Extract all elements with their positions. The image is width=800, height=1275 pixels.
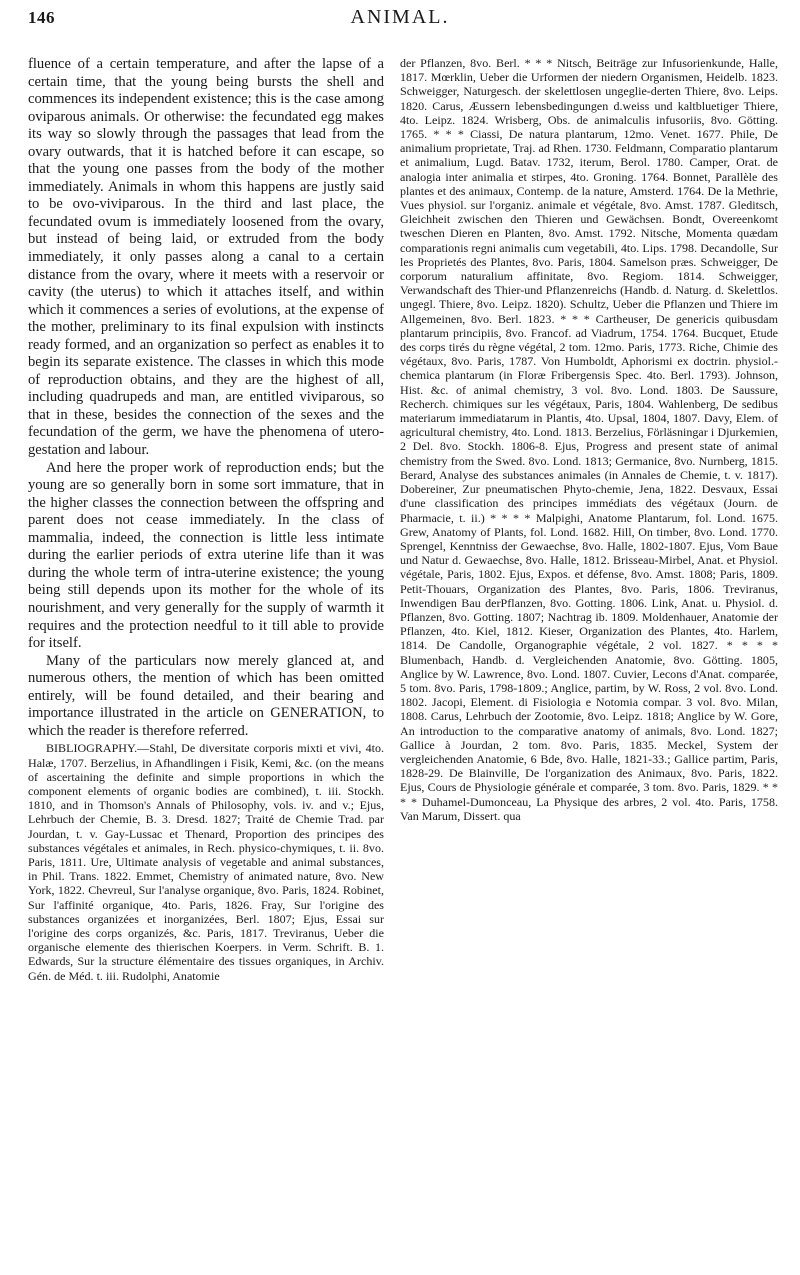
bibliography-continued: der Pflanzen, 8vo. Berl. * * * Nitsch, Beiträge zur Infusorienkunde, Halle, 1817. Mœrklin, Ueber die Urformen der niedern Organismen, Heidelb. 1823. Schweigger, Naturgesch. der skelettlosen ungeglie-derten Thiere, 8vo. Leips. 1820. Carus, Æussern lebensbedingungen d.weiss und kaltbluetiger Thiere, 4to. Leipz. 1824. Wrisberg, Obs. de animalculis infusoriis, 8vo. Götting. 1765. * * * Ciassi, De natura plantarum, 12mo. Venet. 1677. Phile, De animalium proprietate, Traj. ad Rhen. 1730. Feldmann, Comparatio plantarum et animalium, Lugd. Batav. 1732, iterum, Berol. 1780. Camper, Orat. de analogia inter animalia et stirpes, 4to. Groning. 1764. Bonnet, Parallèle des plantes et des animaux, Contemp. de la nature, Amsterd. 1764. De la Methrie, Vues physiol. sur l'organiz. animale et végétale, 8vo. Amst. 1787. Gleditsch, Gleichheit zwischen den Thieren und Gewächsen. Bondt, Overeenkomt tweschen Dieren en Planten, 8vo. Amst. 1792. Nitsche, Momenta quædam comparationis regni animalis cum vegetabili, 4to. Lips. 1798. Decandolle, Sur les Proprietés des Plantes, 8vo. Paris, 1804. Samelson præs. Schweigger, De corporum naturalium affinitate, 8vo. Regiom. 1814. Schweigger, Verwandschaft des Thier-und Pflanzenreichs (Handb. d. Naturg. d. Skelettlos. ungegl. Thiere, 8vo. Leipz. 1820). Schultz, Ueber die Pflanzen und Thiere im Allgemeinen, 8vo. Berl. 1823. * * * Cartheuser, De genericis quibusdam plantarum principiis, 8vo. Francof. ad Viadrum, 1754. 1764. Bucquet, Etude des corps tirés du règne végétal, 2 tom. 12mo. Paris, 1773. Riche, Chimie des végétaux, 8vo. Paris, 1787. Von Humboldt, Aphorismi ex doctrin. physiol.-chemica plantarum (in Floræ Fribergensis Spec. 4to. Berl. 1793). Johnson, Hist. &c. of animal chemistry, 3 vol. 8vo. Lond. 1803. De Saussure, Recherch. chimiques sur les végétaux, Paris, 1804. Wahlenberg, De sedibus materiarum immediatarum in Plantis, 4to. Upsal, 1804, 1807. Davy, Elem. of agricultural chemistry, 4to. Lond. 1813. Berzelius, Förläsningar i Djurkemien, 2 Del. 8vo. Stockh. 1806-8. Ejus, Progress and present state of animal chemistry from the Swed. 8vo. Lond. 1813; Germanice, 8vo. Nurnberg, 1815. Berard, Analyse des substances animales (in Annales de Chemie, t. v. 1817). Dobereiner, Zur pneumatischen Phyto-chemie, Jena, 1822. Desvaux, Essai d'une classification des principes immédiats des végétaux (Journ. de Pharmacie, t. ii.) * * * * Malpighi, Anatome Plantarum, fol. Lond. 1675. Grew, Anatomy of Plants, fol. Lond. 1682. Hill, On timber, 8vo. Lond. 1770. Sprengel, Kenntniss der Gewaechse, 8vo. Halle, 1802-1807. Ejus, Vom Baue und Natur d. Gewaechse, 8vo. Halle, 1812. Brisseau-Mirbel, Anat. et Physiol. végétale, Paris, 1802. Ejus, Expos. et défense, 8vo. Amst. 1808; Paris, 1809. Petit-Thouars, Organization des Plantes, 8vo. Paris, 1806. Treviranus, Inwendigen Bau derPflanzen, 8vo. Gotting. 1806. Link, Anat. u. Physiol. d. Pflanzen, 8vo. Gotting. 1807; Nachtrag ib. 1809. Moldenhauer, Anatomie der Pflanzen, 4to. Kiel, 1812. Kieser, Organization des Plantes, 4to. Harlem, 1814. De Candolle, Organographie végétale, 2 vol. 1827. * * * * Blumenbach, Handb. d. Vergleichenden Anatomie, 8vo. Götting. 1805, Anglice by W. Lawrence, 8vo. Lond. 1807. Cuvier, Lecons d'Anat. comparée, 5 tom. 8vo. Paris, 1798-1809.; Anglice, partim, by W. Ross, 2 vol. 8vo. Lond. 1802. Jacopi, Element. di Fisiologia e Notomia compar. 3 vol. 8vo. Milan, 1808. Carus, Lehrbuch der Zootomie, 8vo. Leipz. 1818; Anglice by W. Gore, An introduction to the comparative anatomy of animals, 8vo. Lond. 1827; Gallice à Jourdan, 2 tom. 8vo. Paris, 1835. Meckel, System der vergleichenden Anatomie, 6 Bde, 8vo. Halle, 1821-33.; Gallice partim, Paris, 1828-29. De Blainville, De l'organization des Animaux, 8vo. Paris, 1822. Ejus, Cours de Physiologie générale et comparée, 3 tom. 8vo. Paris, 1829. * * * * Duhamel-Dumonceau, La Physique des arbres, 2 vol. 4to. Paris, 1758. Van Marum, Dissert. qua (400, 56, 778, 823)
running-title: ANIMAL. (350, 6, 450, 28)
body-paragraph: And here the proper work of reproduction ends; but the young are so generally born in some sort immature, that in the higher classes the connection between the offspring and parent does not cease immediately. In the class of mammalia, indeed, the connection is little less intimate during the earlier periods of extra uterine life than it was during the whole term of intra-uterine existence; the young being still depends upon its mother for the whole of its nourishment, and very generally for the supply of warmth it requires and the protection needful to it till able to provide for itself. (28, 459, 384, 652)
page-number: 146 (28, 8, 55, 27)
body-paragraph: fluence of a certain temperature, and after the lapse of a certain time, that the young being bursts the shell and commences its independent existence; this is the case among oviparous animals. Or otherwise: the fecundated egg makes its way so slowly through the passages that lead from the ovary outwards, that it is hatched before it can escape, so that the young one passes from the body of the mother immediately. Animals in whom this happens are justly said to be ovo-viviparous. In the third and last place, the fecundated ovum is immediately loosened from the ovary, but instead of being laid, or extruded from the body immediately, it only passes along a canal to a certain distance from the ovary, where it meets with a reservoir or cavity (the uterus) to which it attaches itself, and within which it commences a series of evolutions, at the expense of the mother, preliminary to its final expulsion with instincts ready formed, and an organization so perfect as enables it to begin its separate existence. The classes in which this mode of reproduction obtains, and they are the highest of all, including quadrupeds and man, are entitled viviparous, so that in these, besides the connection of the sexes and the fecundation of the germ, we have the phenomena of utero-gestation and labour. (28, 56, 384, 459)
left-column (28, 56, 384, 983)
bibliography-start: BIBLIOGRAPHY.—Stahl, De diversitate corporis mixti et vivi, 4to. Halæ, 1707. Berzelius, in Afhandlingen i Fisik, Kemi, &c. (on the means of ascertaining the definite and simple proportions in which the component elements of organic bodies are combined), t. iii. Stockh. 1810, and in Thomson's Annals of Philosophy, vols. iv. and v.; Ejus, Lehrbuch der Chemie, B. 3. Dresd. 1827; Traité de Chemie Trad. par Jourdan, t. v. Gay-Lussac et Thenard, Proportion des principes des substances végétales et animales, in Rech. physico-chymiques, t. ii. 8vo. Paris, 1811. Ure, Ultimate analysis of vegetable and animal substances, in Phil. Trans. 1822. Emmet, Chemistry of animated nature, 8vo. New York, 1822. Chevreul, Sur l'analyse organique, 8vo. Paris, 1824. Robinet, Sur l'affinité organique, 4to. Paris, 1826. Fray, Sur l'origine des substances organizées et inorganizées, Berl. 1807; Ejus, Essai sur l'origine des corps organizés, &c. Paris, 1817. Treviranus, Ueber die organische elemente des thierischen Koerpers. in Verm. Schrift. B. 1. Edwards, Sur la structure élémentaire des tissues organiques, in Archiv. Gén. de Méd. t. iii. Rudolphi, Anatomie (28, 741, 384, 983)
right-column (400, 56, 778, 823)
body-paragraph: Many of the particulars now merely glanced at, and numerous others, the mention of which has been omitted entirely, will be found detailed, and their bearing and importance illustrated in the article on GENERATION, to which the reader is therefore referred. (28, 652, 384, 739)
